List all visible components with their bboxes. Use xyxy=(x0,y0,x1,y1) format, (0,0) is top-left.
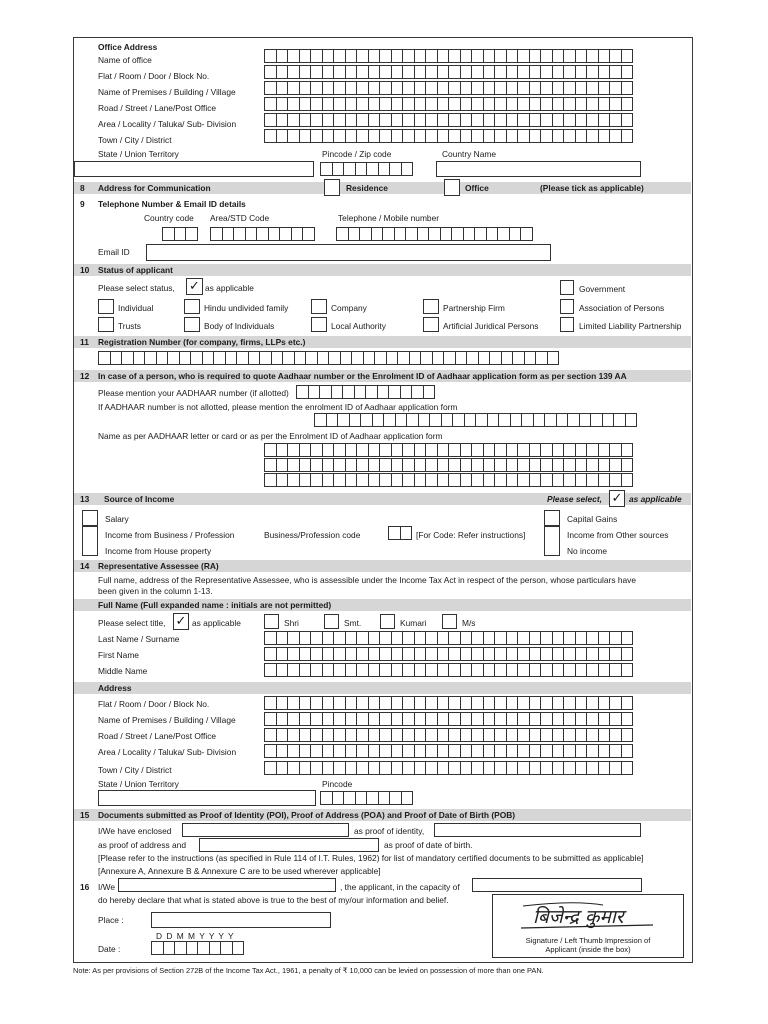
area-code-label: Area/STD Code xyxy=(210,213,270,223)
char-cell[interactable] xyxy=(423,385,436,399)
ra-middle-name-grid[interactable] xyxy=(264,663,632,677)
registration-number-grid[interactable] xyxy=(98,351,558,365)
place-label: Place : xyxy=(98,915,124,925)
title-checkbox-kumari[interactable] xyxy=(380,614,395,629)
area-code-grid[interactable] xyxy=(210,227,314,241)
char-cell[interactable] xyxy=(401,791,414,805)
ra-last-name-label: Last Name / Surname xyxy=(98,634,180,644)
office-flat-grid[interactable] xyxy=(264,65,632,79)
office-country-label: Country Name xyxy=(442,149,496,159)
char-cell[interactable] xyxy=(625,413,638,427)
residence-checkbox[interactable] xyxy=(324,179,340,196)
source-checkbox-business[interactable] xyxy=(82,526,98,556)
aadhaar-number-grid[interactable] xyxy=(296,385,434,399)
status-instruction-suffix: as applicable xyxy=(205,283,254,293)
section-11-title: Registration Number (for company, firms, LLPs etc.) xyxy=(98,337,306,347)
char-cell[interactable] xyxy=(302,227,315,241)
checkmark-icon: ✓ xyxy=(175,613,187,628)
aadhaar-name-grid-1[interactable] xyxy=(264,443,632,457)
place-field[interactable] xyxy=(151,912,331,928)
declarant-name-field[interactable] xyxy=(118,878,336,892)
ra-pincode-label: Pincode xyxy=(322,779,353,789)
ra-middle-name-label: Middle Name xyxy=(98,666,148,676)
tick-applicable-note: (Please tick as applicable) xyxy=(540,183,644,193)
office-checkbox[interactable] xyxy=(444,179,460,196)
status-label-ajp: Artificial Juridical Persons xyxy=(443,321,539,331)
ra-address-band xyxy=(74,682,691,694)
char-cell[interactable] xyxy=(401,162,414,176)
status-label-company: Company xyxy=(331,303,367,313)
status-checkbox-local-authority[interactable] xyxy=(311,317,327,332)
declaration-text: do hereby declare that what is stated above is true to the best of my/our information and belief. xyxy=(98,895,449,905)
char-cell[interactable] xyxy=(621,49,634,63)
section-16-number: 16 xyxy=(80,882,90,892)
ra-area-grid[interactable] xyxy=(264,744,632,758)
source-label-capital: Capital Gains xyxy=(567,514,618,524)
section-10-title: Status of applicant xyxy=(98,265,173,275)
ra-road-grid[interactable] xyxy=(264,728,632,742)
char-cell[interactable] xyxy=(520,227,533,241)
status-checkbox-aop[interactable] xyxy=(560,299,574,314)
email-label: Email ID xyxy=(98,247,130,257)
poi-document-field[interactable] xyxy=(182,823,349,837)
status-checkbox-company[interactable] xyxy=(311,299,327,314)
char-cell[interactable] xyxy=(621,458,634,472)
section-8-title: Address for Communication xyxy=(98,183,211,193)
date-grid[interactable] xyxy=(151,941,243,955)
char-cell[interactable] xyxy=(621,761,634,775)
enrolment-label: If AADHAAR number is not allotted, please mention the enrolment ID of Aadhaar application form xyxy=(98,402,458,412)
title-label-smt: Smt. xyxy=(344,618,362,628)
ra-label-area: Area / Locality / Taluka/ Sub- Division xyxy=(98,747,237,757)
signature-box[interactable] xyxy=(492,894,684,958)
source-label-other: Income from Other sources xyxy=(567,530,669,540)
char-cell[interactable] xyxy=(621,631,634,645)
capacity-field[interactable] xyxy=(472,878,642,892)
title-checkbox-smt[interactable] xyxy=(324,614,339,629)
char-cell[interactable] xyxy=(400,526,413,540)
ra-state-field[interactable] xyxy=(98,790,316,806)
iwe-label: I/We xyxy=(98,882,116,892)
ra-first-name-label: First Name xyxy=(98,650,139,660)
char-cell[interactable] xyxy=(621,81,634,95)
status-checkbox-individual[interactable] xyxy=(98,299,114,314)
instructions-line-1: [Please refer to the instructions (as specified in Rule 114 of I.T. Rules, 1962) for list of mandatory certified documents to be submitted as applicable] xyxy=(98,853,644,863)
char-cell[interactable] xyxy=(621,728,634,742)
char-cell[interactable] xyxy=(621,696,634,710)
ra-description-line-1: Full name, address of the Representative Assessee, who is assessible under the Income Tax Act in respect of the person, whose particulars have xyxy=(98,575,636,585)
char-cell[interactable] xyxy=(621,65,634,79)
country-code-label: Country code xyxy=(144,213,194,223)
office-label-flat: Flat / Room / Door / Block No. xyxy=(98,71,210,81)
title-checkbox-ms[interactable] xyxy=(442,614,457,629)
section-10-number: 10 xyxy=(80,265,90,275)
status-checkbox-ajp[interactable] xyxy=(423,317,439,332)
office-label-town: Town / City / District xyxy=(98,135,172,145)
status-label-individual: Individual xyxy=(118,303,154,313)
source-instruction: Please select, xyxy=(547,494,602,504)
residence-label: Residence xyxy=(346,183,388,193)
pan-application-form-page xyxy=(73,37,693,963)
office-pincode-grid[interactable] xyxy=(320,162,412,176)
date-format-label: D D M M Y Y Y Y xyxy=(156,931,235,941)
section-8-number: 8 xyxy=(80,183,85,193)
aadhaar-name-label: Name as per AADHAAR letter or card or as per the Enrolment ID of Aadhaar application form xyxy=(98,431,443,441)
status-label-government: Government xyxy=(579,284,626,294)
applicant-signature: बिजेन्द्र कुमार xyxy=(533,906,624,928)
country-code-grid[interactable] xyxy=(162,227,197,241)
office-name-grid[interactable] xyxy=(264,49,632,63)
char-cell[interactable] xyxy=(232,941,245,955)
ra-fullname-heading: Full Name (Full expanded name : initials are not permitted) xyxy=(98,600,332,610)
section-9-title: Telephone Number & Email ID details xyxy=(98,199,246,209)
status-label-partnership: Partnership Firm xyxy=(443,303,505,313)
char-cell[interactable] xyxy=(621,443,634,457)
source-checkbox-capital[interactable] xyxy=(544,510,560,526)
checkmark-icon: ✓ xyxy=(189,278,200,293)
penalty-note: Note: As per provisions of Section 272B of the Income Tax Act., 1961, a penalty of ₹ 10,000 can be levied on possession of more than one PAN. xyxy=(73,966,544,975)
status-label-aop: Association of Persons xyxy=(579,303,665,313)
business-code-grid[interactable] xyxy=(388,526,411,540)
char-cell[interactable] xyxy=(621,663,634,677)
char-cell[interactable] xyxy=(621,712,634,726)
source-label-business: Income from Business / Profession xyxy=(105,530,235,540)
office-premises-grid[interactable] xyxy=(264,81,632,95)
office-label-name: Name of office xyxy=(98,55,152,65)
section-11-number: 11 xyxy=(80,337,89,347)
status-label-llp: Limited Liability Partnership xyxy=(579,321,682,331)
ra-label-town: Town / City / District xyxy=(98,765,172,775)
office-state-field[interactable] xyxy=(74,161,314,177)
char-cell[interactable] xyxy=(621,647,634,661)
office-option-label: Office xyxy=(465,183,489,193)
ra-first-name-grid[interactable] xyxy=(264,647,632,661)
source-label-house: Income from House property xyxy=(105,546,212,556)
char-cell[interactable] xyxy=(621,97,634,111)
status-checkbox-government[interactable] xyxy=(560,280,574,295)
telephone-grid[interactable] xyxy=(336,227,532,241)
enclosed-label: I/We have enclosed xyxy=(98,826,172,836)
section-14-number: 14 xyxy=(80,561,90,571)
section-14-title: Representative Assessee (RA) xyxy=(98,561,219,571)
as-proof-identity-label: as proof of identity, xyxy=(354,826,425,836)
char-cell[interactable] xyxy=(621,473,634,487)
status-label-trusts: Trusts xyxy=(118,321,141,331)
status-checkbox-trusts[interactable] xyxy=(98,317,114,332)
as-proof-dob-label: as proof of date of birth. xyxy=(384,840,473,850)
source-instruction-suffix: as applicable xyxy=(629,494,682,504)
section-15-number: 15 xyxy=(80,810,90,820)
char-cell[interactable] xyxy=(621,744,634,758)
business-code-label: Business/Profession code xyxy=(264,530,361,540)
signature-caption-line-2: Applicant (inside the box) xyxy=(545,945,631,954)
status-label-huf: Hindu undivided family xyxy=(204,303,289,313)
char-cell[interactable] xyxy=(185,227,198,241)
section-13-number: 13 xyxy=(80,494,90,504)
applicant-capacity-label: , the applicant, in the capacity of xyxy=(340,882,460,892)
ra-premises-grid[interactable] xyxy=(264,712,632,726)
status-checkbox-boi[interactable] xyxy=(184,317,200,332)
char-cell[interactable] xyxy=(547,351,560,365)
section-12-number: 12 xyxy=(80,371,90,381)
ra-town-grid[interactable] xyxy=(264,761,632,775)
as-proof-address-label: as proof of address and xyxy=(98,840,186,850)
source-label-none: No income xyxy=(567,546,608,556)
status-checkbox-partnership[interactable] xyxy=(423,299,439,314)
section-12-title: In case of a person, who is required to quote Aadhaar number or the Enrolment ID of Aadhaar application form as per section 139 AA xyxy=(98,371,627,381)
section-13-title: Source of Income xyxy=(104,494,175,504)
section-15-title: Documents submitted as Proof of Identity (POI), Proof of Address (POA) and Proof of Date of Birth (POB) xyxy=(98,810,516,820)
office-label-area: Area / Locality / Taluka/ Sub- Division xyxy=(98,119,237,129)
ra-address-heading: Address xyxy=(98,683,132,693)
status-label-local-authority: Local Authority xyxy=(331,321,386,331)
source-checkbox-other[interactable] xyxy=(544,526,560,556)
aadhaar-label: Please mention your AADHAAR number (if allotted) xyxy=(98,388,289,398)
title-label-shri: Shri xyxy=(284,618,299,628)
date-label: Date : xyxy=(98,944,121,954)
status-checkbox-llp[interactable] xyxy=(560,317,574,332)
pob-document-field[interactable] xyxy=(199,838,379,852)
char-cell[interactable] xyxy=(621,113,634,127)
status-instruction: Please select status, xyxy=(98,283,175,293)
enrolment-id-grid[interactable] xyxy=(314,413,636,427)
office-address-heading: Office Address xyxy=(98,42,158,52)
ra-label-flat: Flat / Room / Door / Block No. xyxy=(98,699,210,709)
status-checkbox-huf[interactable] xyxy=(184,299,200,314)
ra-description-line-2: been given in the column 1-13. xyxy=(98,586,213,596)
business-code-note: [For Code: Refer instructions] xyxy=(416,530,526,540)
section-9-number: 9 xyxy=(80,199,85,209)
ra-state-label: State / Union Territory xyxy=(98,779,179,789)
ra-label-road: Road / Street / Lane/Post Office xyxy=(98,731,217,741)
office-road-grid[interactable] xyxy=(264,97,632,111)
office-area-grid[interactable] xyxy=(264,113,632,127)
telephone-label: Telephone / Mobile number xyxy=(338,213,440,223)
office-country-field[interactable] xyxy=(436,161,641,177)
ra-title-instruction-suffix: as applicable xyxy=(192,618,241,628)
office-town-grid[interactable] xyxy=(264,129,632,143)
status-label-boi: Body of Individuals xyxy=(204,321,275,331)
title-checkbox-shri[interactable] xyxy=(264,614,279,629)
poa-document-field[interactable] xyxy=(434,823,641,837)
email-field[interactable] xyxy=(146,244,551,261)
office-pincode-label: Pincode / Zip code xyxy=(322,149,392,159)
office-label-premises: Name of Premises / Building / Village xyxy=(98,87,236,97)
checkmark-icon: ✓ xyxy=(611,490,623,505)
ra-label-premises: Name of Premises / Building / Village xyxy=(98,715,236,725)
office-label-road: Road / Street / Lane/Post Office xyxy=(98,103,217,113)
aadhaar-name-grid-3[interactable] xyxy=(264,473,632,487)
ra-last-name-grid[interactable] xyxy=(264,631,632,645)
ra-title-instruction: Please select title, xyxy=(98,618,166,628)
title-label-kumari: Kumari xyxy=(400,618,427,628)
source-checkbox-salary[interactable] xyxy=(82,510,98,526)
aadhaar-name-grid-2[interactable] xyxy=(264,458,632,472)
ra-flat-grid[interactable] xyxy=(264,696,632,710)
char-cell[interactable] xyxy=(621,129,634,143)
title-label-ms: M/s xyxy=(462,618,476,628)
office-state-label: State / Union Territory xyxy=(98,149,179,159)
source-label-salary: Salary xyxy=(105,514,129,524)
ra-pincode-grid[interactable] xyxy=(320,791,412,805)
instructions-line-2: [Annexure A, Annexure B & Annexure C are to be used wherever applicable] xyxy=(98,866,381,876)
signature-caption-line-1: Signature / Left Thumb Impression of xyxy=(525,936,651,945)
